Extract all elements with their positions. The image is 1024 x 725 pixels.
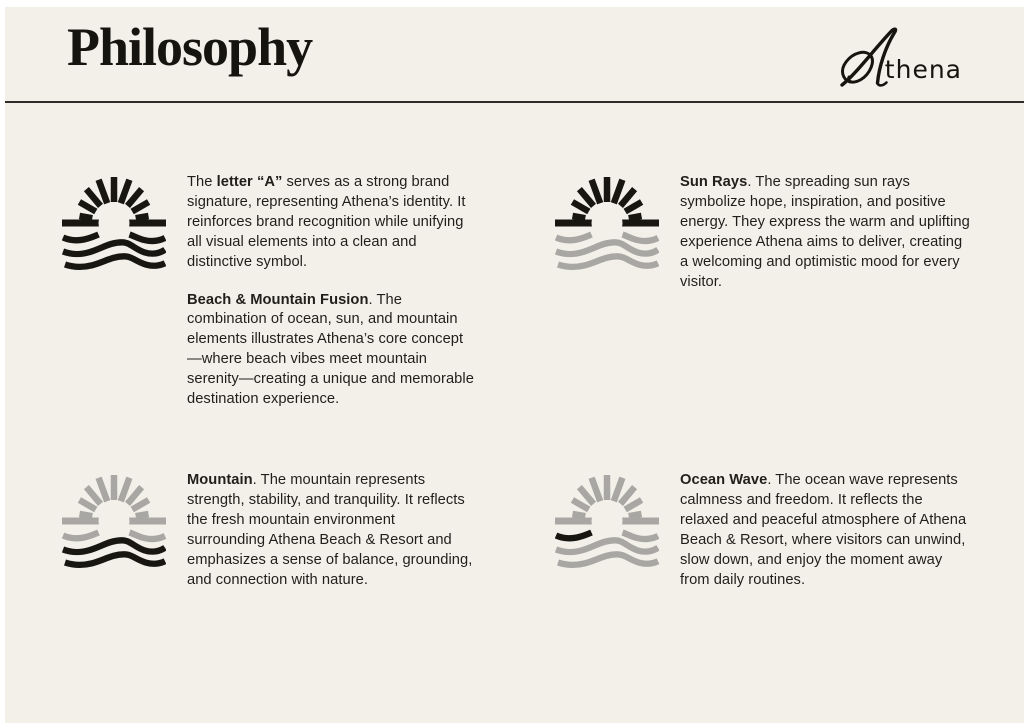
- sun-disc: [592, 506, 623, 537]
- sun-ray: [132, 500, 148, 510]
- athena-mark-mountain: [62, 474, 166, 590]
- sun-ray: [625, 500, 641, 510]
- paragraph-lead-bold: Beach & Mountain Fusion: [187, 291, 369, 308]
- sun-ray: [614, 478, 623, 502]
- wordmark-text: thena: [884, 55, 962, 84]
- athena-mark-letter-a: [62, 176, 166, 410]
- sun-ray: [86, 487, 100, 504]
- sun-disc: [592, 208, 623, 239]
- mountain-wave-lower: [65, 554, 165, 565]
- section-sun-rays: [555, 173, 970, 292]
- sun-ray: [79, 500, 95, 510]
- paragraph-body: . The spreading sun rays symbolize hope, inspiration, and positive energy. They express the warm and uplifting experience Athena aims to deliver, creating a welcoming and optimistic mood for every visitor.: [680, 174, 970, 290]
- sun-ray: [121, 180, 130, 204]
- sun-wave-mark-icon: [555, 176, 659, 272]
- paragraph-lead-bold: Mountain: [187, 472, 253, 488]
- sun-ray: [132, 202, 148, 212]
- sun-ray: [614, 180, 623, 204]
- paragraph-body: . The mountain represents strength, stability, and tranquility. It reflects the fresh mountain environment surrounding Athena Beach & Resort and emphasizes a sense of balance, grounding, and connection with nature.: [187, 472, 473, 588]
- ocean-wave-right: [623, 533, 659, 540]
- ocean-wave-right: [130, 235, 166, 242]
- sun-ray: [128, 189, 142, 206]
- ocean-wave-left: [556, 235, 592, 241]
- waves-group: [556, 533, 658, 565]
- section-letter-a: [62, 173, 477, 410]
- athena-wordmark: [838, 27, 962, 87]
- page-title: Philosophy: [67, 17, 313, 77]
- sun-ray: [121, 478, 130, 502]
- sun-ray: [592, 180, 601, 204]
- sun-ray: [621, 487, 635, 504]
- sun-ray: [79, 202, 95, 212]
- section-text: [680, 471, 970, 590]
- sun-ray: [80, 216, 93, 218]
- header-divider: [5, 101, 1024, 103]
- sun-ray: [629, 216, 642, 218]
- sun-ray: [579, 487, 593, 504]
- paragraph: [680, 173, 970, 292]
- mountain-wave-lower: [65, 256, 165, 267]
- paragraph-body: . The combination of ocean, sun, and mountain elements illustrates Athena’s core concept—where beach vibes meet mountain serenity—creating a unique and memorable destination experience.: [187, 291, 474, 408]
- sun-ray: [572, 500, 588, 510]
- mountain-wave-lower: [558, 554, 658, 565]
- ocean-wave-left: [556, 533, 592, 539]
- paragraph: [187, 173, 477, 273]
- sun-ray: [621, 189, 635, 206]
- sun-ray: [86, 189, 100, 206]
- sun-ray: [136, 216, 149, 218]
- paragraph: [187, 471, 477, 590]
- philosophy-page: [5, 7, 1024, 723]
- sun-ray: [128, 487, 142, 504]
- section-text: [187, 173, 477, 410]
- paragraph-pre: The: [187, 174, 217, 190]
- sun-wave-mark-icon: [62, 176, 166, 272]
- section-text: [680, 173, 970, 292]
- section-text: [187, 471, 477, 590]
- sun-wave-mark-icon: [555, 474, 659, 570]
- ocean-wave-left: [63, 533, 99, 539]
- waves-group: [556, 235, 658, 267]
- sun-disc: [99, 208, 130, 239]
- ocean-wave-left: [63, 235, 99, 241]
- sun-ray: [573, 514, 586, 516]
- athena-mark-ocean-wave: [555, 474, 659, 590]
- paragraph-lead-bold: Ocean Wave: [680, 472, 768, 488]
- paragraph-body: . The ocean wave represents calmness and freedom. It reflects the relaxed and peaceful atmosphere of Athena Beach & Resort, where visitors can unwind, slow down, and enjoy the moment away from daily routines.: [680, 472, 967, 588]
- sun-ray: [572, 202, 588, 212]
- paragraph-body: serves as a strong brand signature, representing Athena’s identity. It reinforces brand recognition while unifying all visual elements into a clean and distinctive symbol.: [187, 174, 466, 270]
- sun-ray: [99, 478, 108, 502]
- mountain-wave-lower: [558, 256, 658, 267]
- section-mountain: [62, 471, 477, 590]
- paragraph: [187, 291, 477, 410]
- paragraph-lead-bold: Sun Rays: [680, 174, 748, 190]
- paragraph: [680, 471, 970, 590]
- sun-ray: [625, 202, 641, 212]
- sun-ray: [573, 216, 586, 218]
- waves-group: [63, 533, 165, 565]
- ocean-wave-right: [623, 235, 659, 242]
- sun-ray: [592, 478, 601, 502]
- waves-group: [63, 235, 165, 267]
- sun-ray: [80, 514, 93, 516]
- ocean-wave-right: [130, 533, 166, 540]
- sun-wave-mark-icon: [62, 474, 166, 570]
- section-ocean-wave: [555, 471, 970, 590]
- paragraph-lead-bold: letter “A”: [216, 174, 283, 190]
- sun-ray: [629, 514, 642, 516]
- sun-ray: [136, 514, 149, 516]
- athena-mark-sun-rays: [555, 176, 659, 292]
- sun-ray: [579, 189, 593, 206]
- sun-ray: [99, 180, 108, 204]
- sun-disc: [99, 506, 130, 537]
